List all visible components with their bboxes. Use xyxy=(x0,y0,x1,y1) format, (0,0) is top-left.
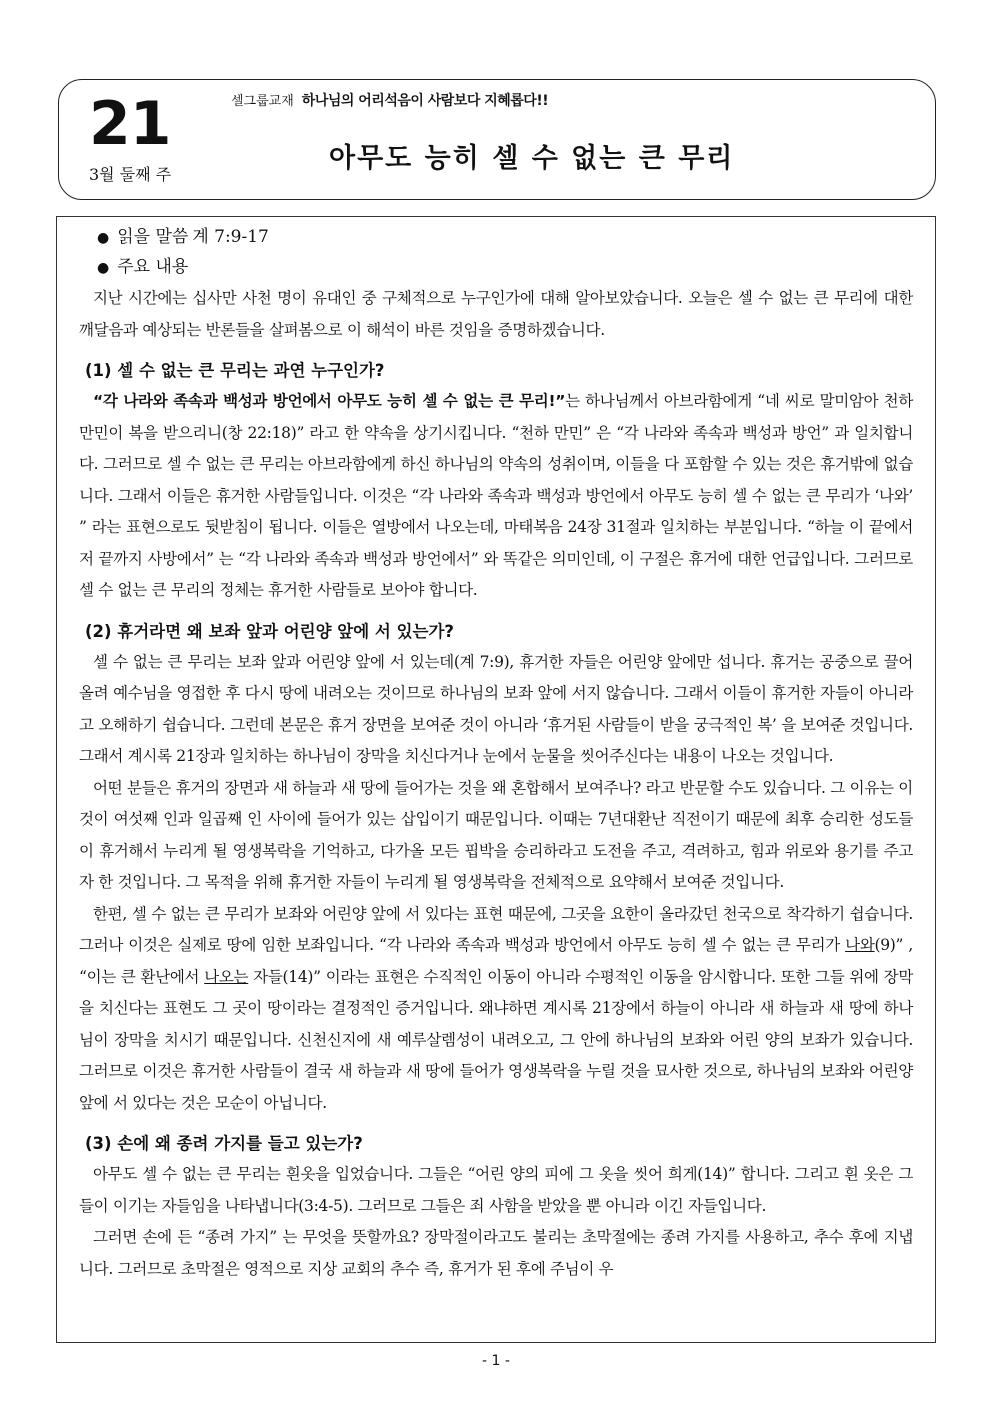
underlined-word: 나오는 xyxy=(204,967,249,986)
underlined-word: 나와 xyxy=(845,936,875,954)
content-box xyxy=(56,216,936,1343)
lesson-week: 3월 둘째 주 xyxy=(89,165,172,184)
series-line xyxy=(231,90,548,110)
page-number: - 1 - xyxy=(482,1353,510,1369)
section1-text: 는 하나님께서 아브라함에게 “네 씨로 말미암아 천하 만민이 복을 받으리니(창 22:18)” 라고 한 약속을 상기시킵니다. “천하 만민” 은 “각 나라와 족속과 백성과 방언” 과 일치합니다. 그러므로 셀 수 없는 큰 무리는 아브라함에게 하신 하나님의 약속의 성취이며, 이들을 다 포함할 수 있는 것은 휴거밖에 없습니다. 그래서 이들은 휴거한 사람들입니다. 이것은 “각 나라와 족속과 백성과 방언에서 아무도 능히 셀 수 없는 큰 무리가 ‘나와’ ” 라는 표현으로도 뒷받침이 됩니다. 이들은 열방에서 나오는데, 마태복음 24장 31절과 일치하는 부분입니다. “하늘 이 끝에서 저 끝까지 사방에서” 는 “각 나라와 족속과 백성과 방언에서” 와 똑같은 의미인데, 이 구절은 휴거에 대한 언급입니다. 그러므로 셀 수 없는 큰 무리의 정체는 휴거한 사람들로 보아야 합니다. xyxy=(79,392,913,599)
section3-paragraph-1: 아무도 셀 수 없는 큰 무리는 흰옷을 입었습니다. 그들은 “어린 양의 피에 그 옷을 씻어 희게(14)” 합니다. 그리고 흰 옷은 그들이 이기는 자들임을 나타냅니다(3:4-5). 그러므로 그들은 죄 사함을 받았을 뿐 아니라 이긴 자들입니다. xyxy=(79,1165,913,1215)
reading-ref: 계 7:9-17 xyxy=(192,227,269,247)
reading-line xyxy=(97,223,913,253)
series-label: 셀그룹교재 xyxy=(231,94,294,109)
key-phrase: “각 나라와 족속과 백성과 방언에서 아무도 능히 셀 수 없는 큰 무리!” xyxy=(93,392,566,410)
summary-line xyxy=(97,253,913,283)
section2-paragraph-2: 어떤 분들은 휴거의 장면과 새 하늘과 새 땅에 들어가는 것을 왜 혼합해서 보여주나? 라고 반문할 수도 있습니다. 그 이유는 이것이 여섯째 인과 일곱째 인 사이에 들어가 있는 삽입이기 때문입니다. 이때는 7년대환난 직전이기 때문에 최후 승리한 성도들이 휴거해서 누리게 될 영생복락을 기억하고, 다가올 모든 핍박을 승리하라고 도전을 주고, 격려하고, 힘과 위로와 용기를 주고자 한 것입니다. 그 목적을 위해 휴거한 자들이 누리게 될 영생복락을 전체적으로 요약해서 보여준 것입니다. xyxy=(79,778,913,891)
section2-paragraph-3 xyxy=(79,899,913,1120)
text-run: (9)” , “이는 큰 환난에서 xyxy=(79,936,914,986)
reading-label: 읽을 말씀 xyxy=(117,227,189,247)
section-heading-1: (1) 셀 수 없는 큰 무리는 과연 누구인가? xyxy=(85,361,385,380)
content-body xyxy=(79,223,913,1285)
page-title: 아무도 능히 셀 수 없는 큰 무리 xyxy=(329,143,735,174)
section3-paragraph-2: 그러면 손에 든 “종려 가지” 는 무엇을 뜻할까요? 장막절이라고도 불리는 초막절에는 종려 가지를 사용하고, 추수 후에 지냅니다. 그러므로 초막절은 영적으로 지상 교회의 추수 즉, 휴거가 된 후에 주님이 우 xyxy=(79,1228,913,1278)
summary-label: 주요 내용 xyxy=(117,257,189,277)
text-run: 자들(14)” 이라는 표현은 수직적인 이동이 아니라 수평적인 이동을 암시합니다. 또한 그들 위에 장막을 치신다는 표현도 그 곳이 땅이라는 결정적인 증거입니다. 왜냐하면 계시록 21장에서 하늘이 아니라 새 하늘과 새 땅에 하나님이 장막을 치시기 때문입니다. 신천신지에 새 예루살렘성이 내려오고, 그 안에 하나님의 보좌와 어린 양의 보좌가 있습니다. 그러므로 이것은 휴거한 사람들이 결국 새 하늘과 새 땅에 들어가 영생복락을 누릴 것을 묘사한 것으로, 하나님의 보좌와 어린양 앞에 서 있다는 것은 모순이 아닙니다. xyxy=(79,967,913,1112)
section-heading-2: (2) 휴거라면 왜 보좌 앞과 어린양 앞에 서 있는가? xyxy=(85,621,454,641)
section-heading-3: (3) 손에 왜 종려 가지를 들고 있는가? xyxy=(85,1134,363,1153)
lesson-number: 21 xyxy=(89,89,171,159)
bullet-icon: ● xyxy=(97,230,110,246)
series-title: 하나님의 어리석음이 사람보다 지혜롭다!! xyxy=(301,93,549,109)
section1-paragraph xyxy=(79,386,913,607)
bullet-icon: ● xyxy=(97,260,110,276)
section2-paragraph-1: 셀 수 없는 큰 무리는 보좌 앞과 어린양 앞에 서 있는데(계 7:9), 휴거한 자들은 어린양 앞에만 섭니다. 휴거는 공중으로 끌어 올려 예수님을 영접한 후 다시 땅에 내려오는 것이므로 하나님의 보좌 앞에 서지 않습니다. 그래서 이들이 휴거한 자들이 아니라고 오해하기 쉽습니다. 그런데 본문은 휴거 장면을 보여준 것이 아니라 ‘휴거된 사람들이 받을 궁극적인 복’ 을 보여준 것입니다. 그래서 계시록 21장과 일치하는 하나님이 장막을 치신다거나 눈에서 눈물을 씻어주신다는 내용이 나오는 것입니다. xyxy=(79,652,913,765)
header-box xyxy=(58,79,936,200)
intro-paragraph: 지난 시간에는 십사만 사천 명이 유대인 중 구체적으로 누구인가에 대해 알아보았습니다. 오늘은 셀 수 없는 큰 무리에 대한 깨달음과 예상되는 반론들을 살펴봄으로 이 해석이 바른 것임을 증명하겠습니다. xyxy=(79,289,913,339)
text-run: 한편, 셀 수 없는 큰 무리가 보좌와 어린양 앞에 서 있다는 표현 때문에, 그곳을 요한이 올라갔던 천국으로 착각하기 쉽습니다. 그러나 이것은 실제로 땅에 임한 보좌입니다. “각 나라와 족속과 백성과 방언에서 아무도 능히 셀 수 없는 큰 무리가 xyxy=(79,904,913,954)
